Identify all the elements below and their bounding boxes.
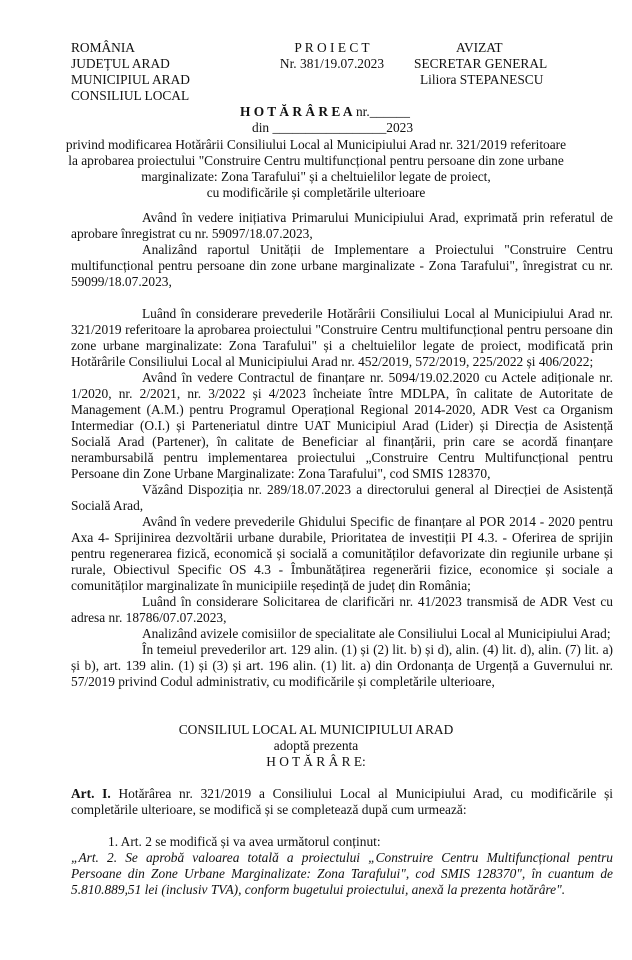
secretary-name: Liliora STEPANESCU xyxy=(420,72,544,87)
subject-line: la aprobarea proiectului "Construire Centru multifuncțional pentru persoane din zone urbane xyxy=(68,153,564,168)
subject-line: cu modificările și completările ulterioare xyxy=(206,185,426,200)
item-1 xyxy=(108,834,381,850)
adopts-text: adoptă prezenta xyxy=(273,738,359,753)
preamble-report: Analizând raportul Unității de Implementare a Proiectului "Construire Centru multifuncțional pentru persoane din zone urbane marginalizate - Zona Tarafului", înregistrat cu nr. 59099/18.07.2023, xyxy=(71,242,613,289)
item-1-quote: „Art. 2. Se aprobă valoarea totală a proiectului „Construire Centru Multifuncțional pentru Persoane din Zone Urbane Marginalizate: Zona Tarafului", cod SMIS 128370", în cuantum de 5.810.889,51 lei (inclusiv TVA), conform bugetului proiectului, anexă la prezenta hotărâre". xyxy=(71,850,613,897)
subject-line: privind modificarea Hotărârii Consiliului Local al Municipiului Arad nr. 321/2019 referitoare xyxy=(65,137,567,152)
secretary-role: SECRETAR GENERAL xyxy=(414,56,548,71)
preamble-prior-decisions: Luând în considerare prevederile Hotărârii Consiliului Local al Municipiului Arad nr. 321/2019 referitoare la aprobarea proiectului "Construire Centru multifuncțional pentru persoane din zone urbane marginalizate: Zona Tarafului" și a cheltuielilor legate de proiect, modificată prin Hotărârile Consiliului Local al Municipiului Arad nr. 452/2019, 572/2019, 225/2022 și 406/2022; xyxy=(71,306,613,369)
project-number: Nr. 381/19.07.2023 xyxy=(279,56,385,71)
adoption-block xyxy=(0,722,632,770)
preamble-clarification: Luând în considerare Solicitarea de clarificări nr. 41/2023 transmisă de ADR Vest cu adresa nr. 18786/07.07.2023, xyxy=(71,594,613,625)
decision-word: H O T Ă R Â R E: xyxy=(266,754,366,769)
header-county: JUDEȚUL ARAD xyxy=(71,56,170,71)
header-center xyxy=(262,40,402,72)
article-1-text: Hotărârea nr. 321/2019 a Consiliului Local al Municipiului Arad, cu modificările și completările ulterioare, se modifică și se completează după cum urmează: xyxy=(71,786,613,817)
decision-date-line: din _________________2023 xyxy=(252,120,414,135)
approval-label: AVIZAT xyxy=(456,40,503,55)
subject-line: marginalizate: Zona Tarafului" și a cheltuielilor legate de proiect, xyxy=(141,169,491,184)
preamble-committees: Analizând avizele comisiilor de specialitate ale Consiliului Local al Municipiului Arad; xyxy=(142,626,611,641)
header-left xyxy=(71,40,190,104)
header-country: ROMÂNIA xyxy=(71,40,135,55)
subject-block xyxy=(0,137,632,201)
item-1-number: 1. xyxy=(108,834,119,849)
header-council: CONSILIUL LOCAL xyxy=(71,88,190,103)
decision-heading: H O T Ă R Â R E A xyxy=(240,104,353,119)
header-right xyxy=(414,40,594,88)
preamble-guide: Având în vedere prevederile Ghidului Specific de finanțare al POR 2014 - 2020 pentru Axa 4- Sprijinirea dezvoltării urbane durabile, Prioritatea de investiții PI 4.3. - Oferirea de sprijin pentru regenerarea fizică, economică și socială a comunităților defavorizate din regiunile urbane și rurale, Obiectivul Specific OS 4.3 - Îmbunătățirea regenerării fizice, economice și sociale a comunităților marginalizate în municipiile reședință de județ din România; xyxy=(71,514,613,593)
preamble-disposition: Văzând Dispoziția nr. 289/18.07.2023 a directorului general al Direcției de Asistență Socială Arad, xyxy=(71,482,613,513)
article-1 xyxy=(71,786,613,818)
preamble-initiative: Având în vedere inițiativa Primarului Municipiului Arad, exprimată prin referatul de aprobare înregistrat cu nr. 59097/18.07.2023, xyxy=(71,210,613,241)
preamble-financing-contract: Având în vedere Contractul de finanțare nr. 5094/19.02.2020 cu Actele adiționale nr. 1/2020, nr. 2/2021, nr. 3/2022 și 4/2023 încheiate între MDLPA, în calitate de Autoritate de Management (A.M.) pentru Programul Operațional Regional 2014-2020, ADR Vest ca Organism Intermediar (O.I.) și Parteneriatul dintre UAT Municipiul Arad (Lider) și Direcția de Asistență Socială Arad (Partener), în calitate de Beneficiar al finanțării, prin care se acordă finanțare nerambursabilă pentru implementarea proiectului „Construire Centru Multifuncțional pentru Persoane din Zone Urbane Marginalizate: Zona Tarafului", cod SMIS 128370, xyxy=(71,370,613,481)
preamble-legal-basis: În temeiul prevederilor art. 129 alin. (1) și (2) lit. b) și d), alin. (4) lit. d), alin. (7) lit. a) și b), art. 139 alin. (1) și (3) și art. 196 alin. (1) lit. a) din Ordonanța de Urgență a Guvernului nr. 57/2019 privind Codul administrativ, cu modificările și completările ulterioare, xyxy=(71,642,613,689)
project-label: P R O I E C T xyxy=(294,40,370,55)
decision-number-blank: nr.______ xyxy=(355,104,410,119)
article-1-label: Art. I. xyxy=(71,786,111,801)
decision-title xyxy=(240,104,410,120)
council-name: CONSILIUL LOCAL AL MUNICIPIULUI ARAD xyxy=(178,722,454,737)
item-1-text: Art. 2 se modifică și va avea următorul conținut: xyxy=(118,834,381,849)
header-municipality: MUNICIPIUL ARAD xyxy=(71,72,190,87)
